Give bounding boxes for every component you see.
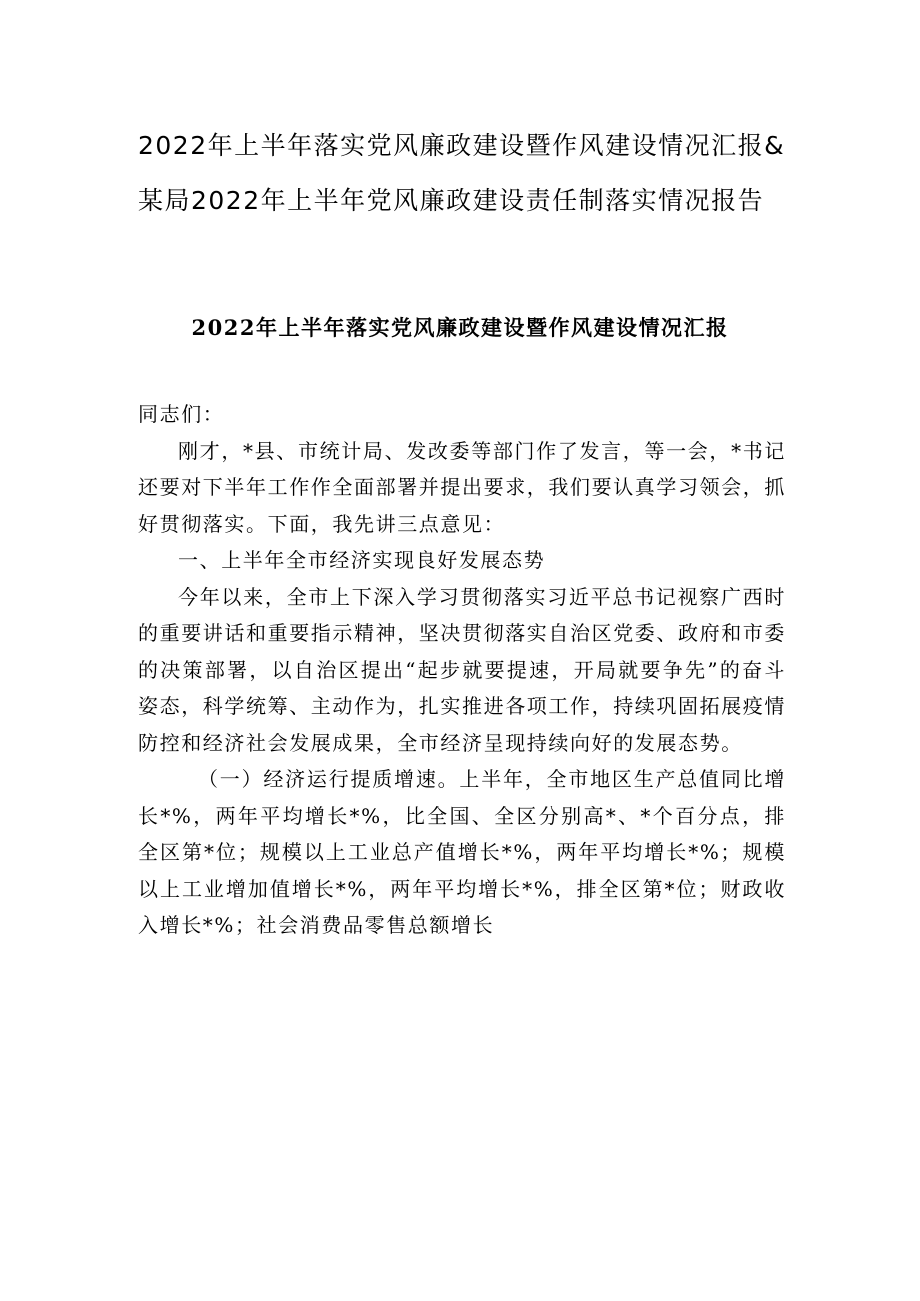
paragraph-overview: 今年以来，全市上下深入学习贯彻落实习近平总书记视察广西时的重要讲话和重要指示精神，坚决贯彻落实自治区党委、政府和市委的决策部署，以自治区提出“起步就要提速，开局就要争先”的奋斗姿态，科学统筹、主动作为，扎实推进各项工作，持续巩固拓展疫情防控和经济社会发展成果，全市经济呈现持续向好的发展态势。 <box>138 584 786 755</box>
document-title: 2022年上半年落实党风廉政建设暨作风建设情况汇报&某局2022年上半年党风廉政建设责任制落实情况报告 <box>138 131 786 215</box>
document-body <box>138 396 786 944</box>
salutation: 同志们： <box>138 402 225 426</box>
report-subtitle: 2022年上半年落实党风廉政建设暨作风建设情况汇报 <box>191 315 729 340</box>
paragraph-opening: 刚才，*县、市统计局、发改委等部门作了发言，等一会，*书记还要对下半年工作作全面部署并提出要求，我们要认真学习领会，抓好贯彻落实。下面，我先讲三点意见： <box>138 438 786 536</box>
section-heading-1: 一、上半年全市经济实现良好发展态势 <box>178 548 546 572</box>
paragraph-economy: （一）经济运行提质增速。上半年，全市地区生产总值同比增长*%，两年平均增长*%，比全国、全区分别高*、*个百分点，排全区第*位；规模以上工业总产值增长*%，两年平均增长*%；规模以上工业增加值增长*%，两年平均增长*%，排全区第*位；财政收入增长*%；社会消费品零售总额增长 <box>138 767 786 937</box>
